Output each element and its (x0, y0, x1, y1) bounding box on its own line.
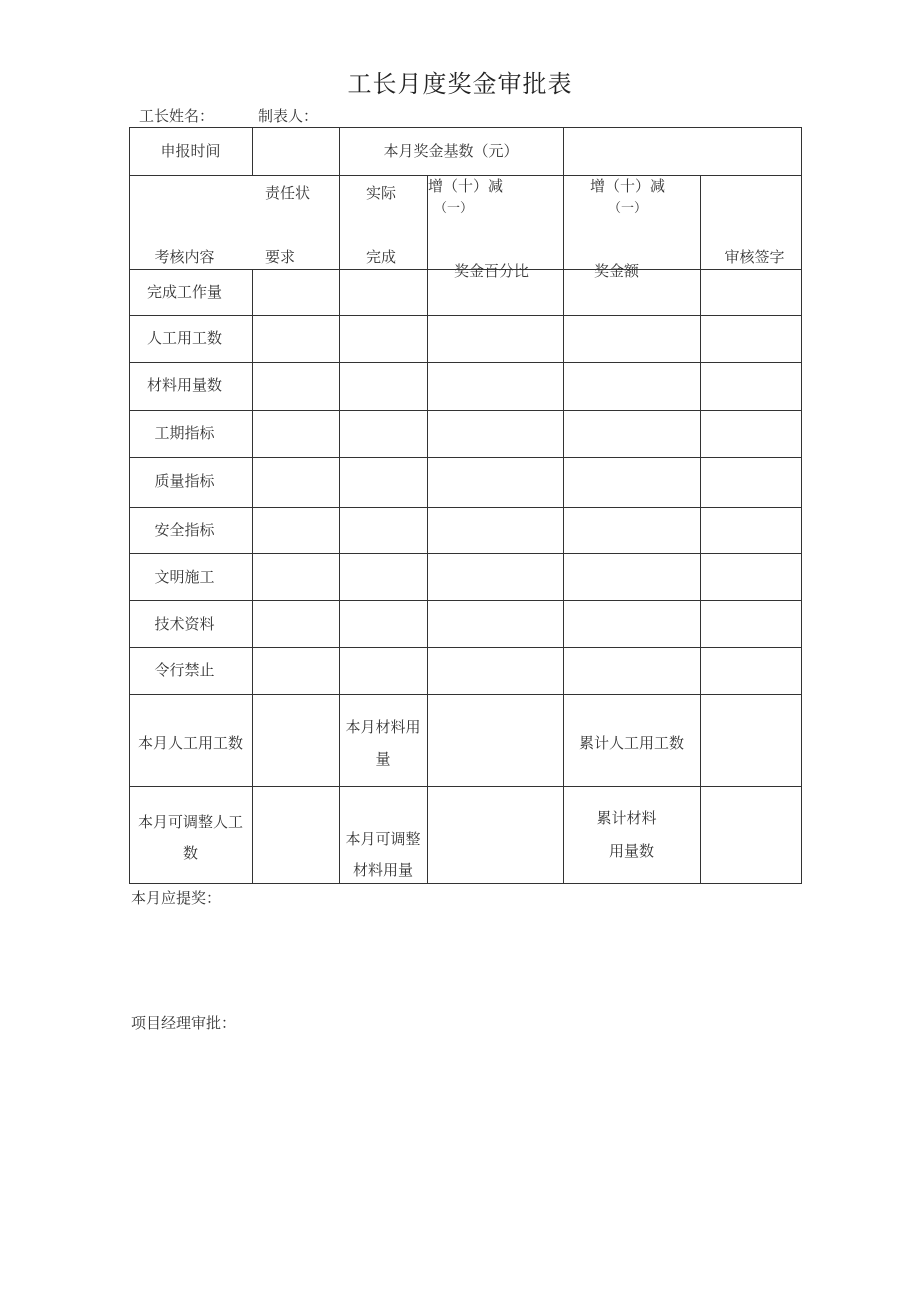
col-header-actual-top: 实际 (366, 184, 397, 202)
preparer-label: 制表人： (258, 107, 319, 125)
base-bonus-label: 本月奖金基数（元） (383, 142, 519, 160)
summary-material-month-l2: 量 (375, 750, 391, 768)
col-header-amount-bottom: 奖金额 (594, 262, 640, 280)
pm-approval-label: 项目经理审批： (131, 1014, 237, 1032)
summary-adj-labor-l2: 数 (182, 844, 198, 862)
row-label-schedule: 工期指标 (154, 424, 215, 442)
row-label-civilized: 文明施工 (154, 568, 215, 586)
col-header-resp-top: 责任状 (265, 184, 311, 202)
row-label-material: 材料用量数 (146, 376, 222, 394)
row-label-safety: 安全指标 (154, 521, 215, 539)
col-header-assessment: 考核内容 (154, 248, 215, 266)
summary-labor-month: 本月人工用工数 (137, 734, 243, 752)
col-header-actual-bottom: 完成 (366, 248, 397, 266)
col-header-amount-sub: （一） (608, 201, 648, 216)
col-header-amount-top: 增（十）减 (590, 177, 666, 195)
summary-adj-labor-l1: 本月可调整人工 (137, 813, 243, 831)
page-title: 工长月度奖金审批表 (347, 70, 573, 98)
col-header-pct-bottom: 奖金百分比 (454, 262, 530, 280)
summary-adj-material-l1: 本月可调整 (345, 830, 421, 848)
col-header-pct-sub: （一） (434, 201, 474, 216)
row-label-technical: 技术资料 (154, 615, 215, 633)
summary-material-cum-l2: 用量数 (608, 842, 654, 860)
summary-labor-cumulative: 累计人工用工数 (578, 734, 684, 752)
row-label-labor: 人工用工数 (146, 329, 222, 347)
bonus-due-label: 本月应提奖： (131, 889, 222, 907)
col-header-pct-top: 增（十）减 (428, 177, 504, 195)
summary-adj-material-l2: 材料用量 (352, 861, 413, 879)
summary-material-cum-l1: 累计材料 (596, 809, 657, 827)
row-label-quality: 质量指标 (154, 472, 215, 490)
col-header-review: 审核签字 (724, 248, 785, 266)
report-time-label: 申报时间 (160, 142, 221, 160)
row-label-workload: 完成工作量 (146, 283, 222, 301)
col-header-resp-bottom: 要求 (265, 248, 296, 266)
row-label-discipline: 令行禁止 (154, 661, 215, 679)
foreman-name-label: 工长姓名： (139, 107, 215, 125)
col-header-amount-clip (564, 258, 700, 280)
summary-material-month-l1: 本月材料用 (345, 718, 421, 736)
col-header-pct-clip (428, 258, 563, 280)
